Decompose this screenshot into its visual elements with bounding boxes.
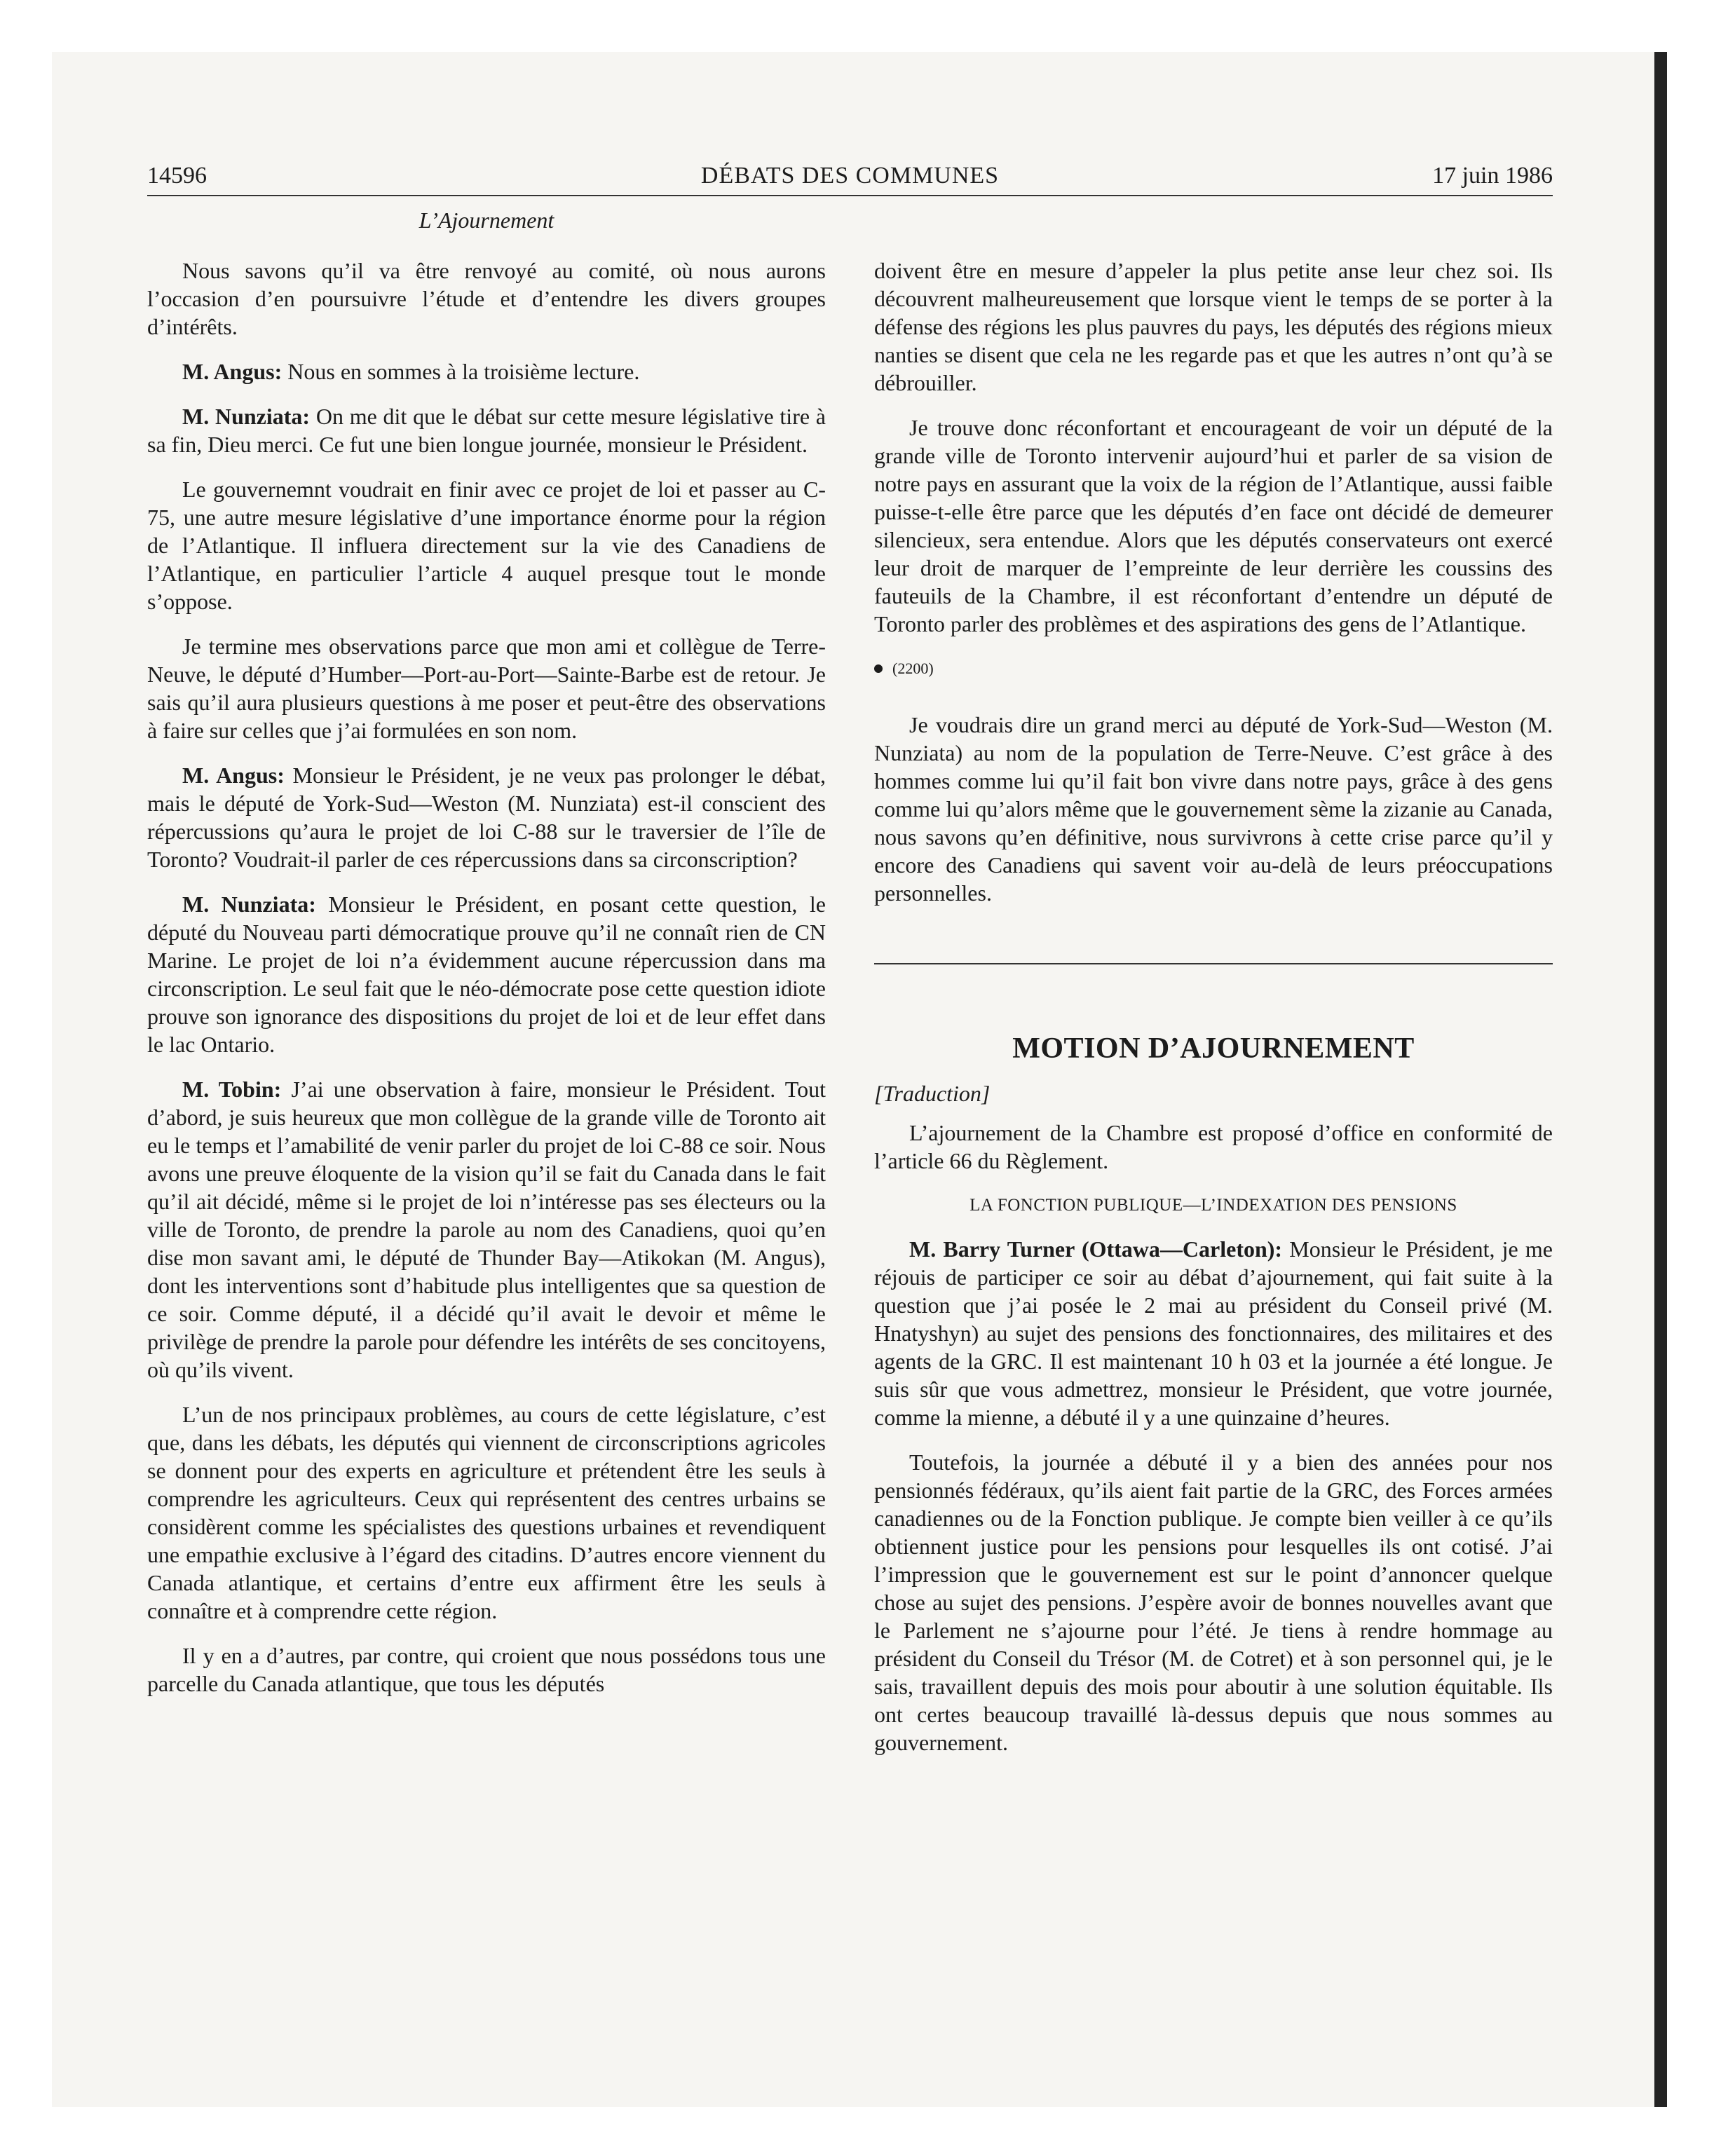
left-column <box>147 257 826 1714</box>
translation-note: [Traduction] <box>874 1081 991 1106</box>
paragraph: Je trouve donc réconfortant et encourageant de voir un député de la grande ville de Toronto intervenir aujourd’hui et parler de sa vision de notre pays en assurant que la voix de la région de l’Atlantique, aussi faible puisse-t-elle être parce que les députés d’en face ont décidé de demeurer silencieux, sera entendue. Alors que les députés conservateurs ont exercé leur droit de marquer de l’empreinte de leur derrière les coussins des fauteuils de la Chambre, il est réconfortant d’entendre un député de Toronto parler des problèmes et des aspirations des gens de l’Atlantique. <box>874 415 1553 636</box>
speaker-name: M. Angus: <box>182 763 285 788</box>
page-header <box>147 163 1553 195</box>
speech-paragraph <box>147 1075 826 1384</box>
speech-text: Monsieur le Président, en posant cette question, le député du Nouveau parti démocratique prouve qu’il ne connaît rien de CN Marine. Le projet de loi n’a évidemment aucune répercussion dans ma circonscription. Le seul fait que le néo-démocrate pose cette question idiote prouve son ignorance des dispositions du projet de loi et de leur effet dans le lac Ontario. <box>147 892 826 1057</box>
speaker-name: M. Tobin: <box>182 1077 282 1102</box>
section-title: MOTION D’AJOURNEMENT <box>1012 1032 1415 1065</box>
time-marker <box>874 655 1553 683</box>
speech-text: On me dit que le débat sur cette mesure législative tire à sa fin, Dieu merci. Ce fut une bien longue journée, monsieur le Président. <box>147 404 826 457</box>
header-rule <box>147 195 1553 196</box>
paragraph: Le gouvernemnt voudrait en finir avec ce projet de loi et passer au C-75, une autre mesure législative d’une importance énorme pour la région de l’Atlantique. Il influera directement sur la vie des Canadiens de l’Atlantique, en particulier l’article 4 auquel presque tout le monde s’oppose. <box>147 477 826 614</box>
speech-paragraph <box>874 1235 1553 1431</box>
paragraph: Je voudrais dire un grand merci au député de York-Sud—Weston (M. Nunziata) au nom de la population de Terre-Neuve. C’est grâce à des hommes comme lui qu’il fait bon vivre dans notre pays, grâce à des gens comme lui qu’alors même que le gouvernement sème la zizanie au Canada, nous savons qu’en définitive, nous survivrons à cette crise parce qu’il y encore des Canadiens qui savent voir au-delà de leurs préoccupations personnelles. <box>874 712 1553 906</box>
speech-paragraph <box>147 357 826 386</box>
paragraph: L’un de nos principaux problèmes, au cours de cette législature, c’est que, dans les débats, les députés qui viennent de circonscriptions agricoles se donnent pour des experts en agriculture et prétendent être les seuls à comprendre les agriculteurs. Ceux qui représentent des centres urbains se considèrent comme les spécialistes des questions urbaines et revendiquent une empathie exclusive à l’égard des citadins. D’autres encore viennent du Canada atlantique, et certains d’entre eux affirment être les seuls à connaître et à comprendre cette région. <box>147 1402 826 1623</box>
paragraph: Toutefois, la journée a débuté il y a bien des années pour nos pensionnés fédéraux, qu’ils aient fait partie de la GRC, des Forces armées canadiennes ou de la Fonction publique. Je compte bien veiller à ce qu’ils obtiennent justice pour les pensions pour lesquelles ils ont cotisé. J’ai l’impression que le gouvernement est sur le point d’annoncer quelque chose au sujet des pensions. J’espère avoir de bonnes nouvelles avant que le Parlement ne s’ajourne pour l’été. Je tiens à rendre hommage au président du Conseil du Trésor (M. de Cotret) et à son personnel qui, je le sais, travaillent depuis des mois pour aboutir à une solution équitable. Ils ont certes beaucoup travaillé là-dessus depuis que nous sommes au gouvernement. <box>874 1449 1553 1755</box>
paragraph: Il y en a d’autres, par contre, qui croient que nous possédons tous une parcelle du Canada atlantique, que tous les députés <box>147 1643 826 1696</box>
subheading: LA FONCTION PUBLIQUE—L’INDEXATION DES PENSIONS <box>969 1196 1457 1215</box>
time-marker-text: (2200) <box>892 660 934 677</box>
scan-edge <box>1654 52 1667 2107</box>
bullet-icon <box>874 664 883 673</box>
publication-date: 17 juin 1986 <box>1432 163 1553 189</box>
right-column <box>874 257 1553 1773</box>
speaker-name: M. Nunziata: <box>182 404 311 429</box>
speech-text: Nous en sommes à la troisième lecture. <box>282 359 640 384</box>
paragraph: Nous savons qu’il va être renvoyé au comité, où nous aurons l’occasion d’en poursuivre l’étude et d’entendre les divers groupes d’intérêts. <box>147 258 826 339</box>
paragraph: Je termine mes observations parce que mon ami et collègue de Terre-Neuve, le député d’Humber—Port-au-Port—Sainte-Barbe est de retour. Je sais qu’il aura plusieurs questions à me poser et peut-être des observations à faire sur celles que j’ai formulées en son nom. <box>147 634 826 743</box>
speech-paragraph <box>147 761 826 873</box>
page-number: 14596 <box>147 163 207 189</box>
running-head: L’Ajournement <box>419 207 554 233</box>
speaker-name: M. Nunziata: <box>182 892 316 917</box>
publication-title: DÉBATS DES COMMUNES <box>700 163 1000 189</box>
speech-text: J’ai une observation à faire, monsieur le Président. Tout d’abord, je suis heureux que mon collègue de la grande ville de Toronto ait eu le temps et l’amabilité de venir parler du projet de loi C-88 ce soir. Nous avons une preuve éloquente de la vision qu’il se fait du Canada dans le fait qu’il ait décidé, même si le projet de loi n’intéresse pas ses électeurs ou la ville de Toronto, de prendre la parole au nom des Canadiens, quoi qu’en dise mon savant ami, le député de Thunder Bay—Atikokan (M. Angus), dont les interventions sont d’habitude plus intelligentes que sa question de ce soir. Comme député, il a décidé qu’il avait le devoir et même le privilège de prendre la parole pour défendre les intérêts de ses concitoyens, où qu’ils vivent. <box>147 1077 826 1382</box>
speech-paragraph <box>147 890 826 1058</box>
section-divider <box>874 963 1553 964</box>
speech-paragraph <box>147 402 826 458</box>
speech-text: Monsieur le Président, je me réjouis de participer ce soir au débat d’ajournement, qui fait suite à la question que j’ai posée le 2 mai au président du Conseil privé (M. Hnatyshyn) au sujet des pensions des fonctionnaires, des militaires et des agents de la GRC. Il est maintenant 10 h 03 et la journée a été longue. Je suis sûr que vous admettrez, monsieur le Président, que votre journée, comme la mienne, a débuté il y a une quinzaine d’heures. <box>874 1236 1553 1430</box>
speech-text: Monsieur le Président, je ne veux pas prolonger le débat, mais le député de York-Sud—Weston (M. Nunziata) est-il conscient des répercussions qu’aura le projet de loi C-88 sur le traversier de l’île de Toronto? Voudrait-il parler de ces répercussions dans sa circonscription? <box>147 763 826 872</box>
speaker-name: M. Angus: <box>182 359 283 384</box>
paragraph: doivent être en mesure d’appeler la plus petite anse leur chez soi. Ils découvrent malheureusement que lorsque vient le temps de se porter à la défense des régions les plus pauvres du pays, les députés des régions mieux nanties se disent que cela ne les regarde pas et que les autres n’ont qu’à se débrouiller. <box>874 258 1553 395</box>
paragraph: L’ajournement de la Chambre est proposé d’office en conformité de l’article 66 du Règlement. <box>874 1120 1553 1173</box>
speaker-name: M. Barry Turner (Ottawa—Carleton): <box>909 1236 1283 1262</box>
